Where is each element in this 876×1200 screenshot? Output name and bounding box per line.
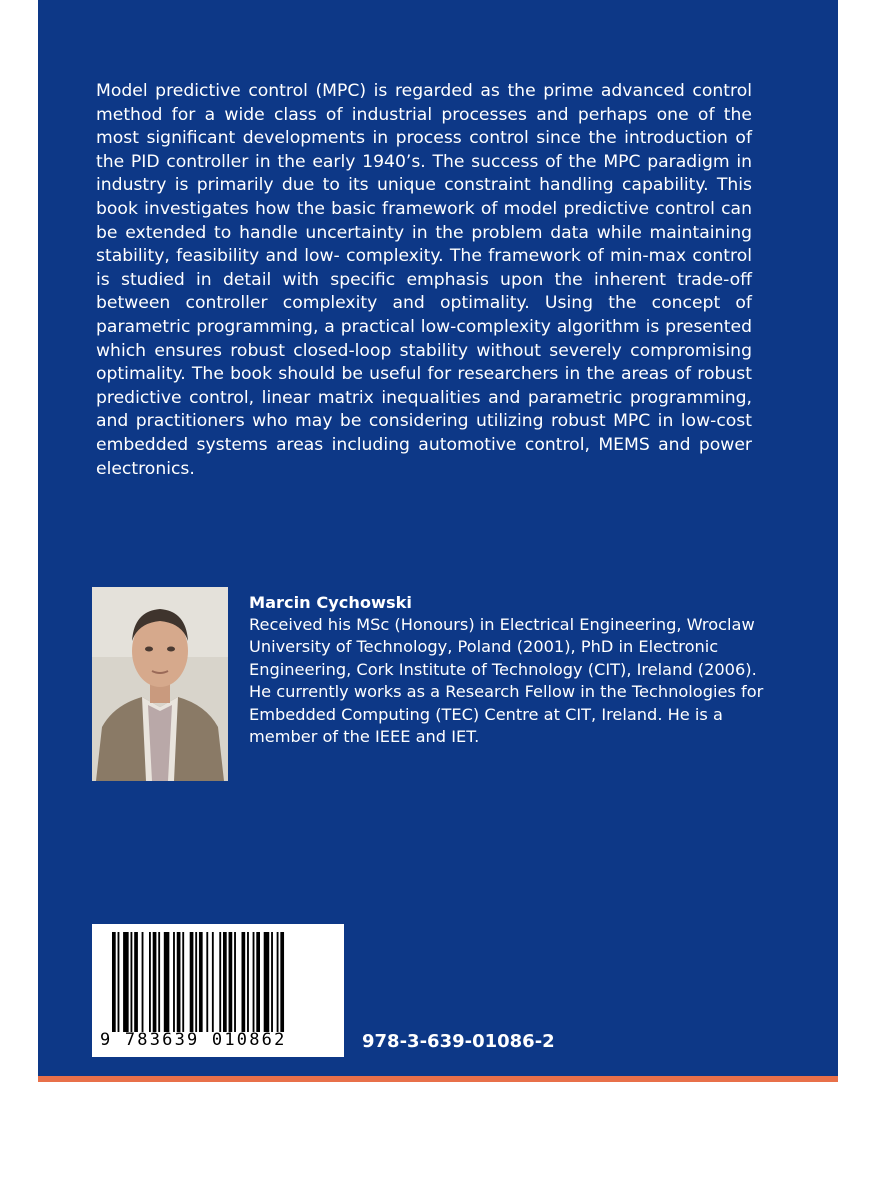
author-name: Marcin Cychowski bbox=[249, 593, 412, 612]
isbn-number: 978-3-639-01086-2 bbox=[362, 1031, 555, 1052]
barcode bbox=[92, 924, 344, 1057]
book-blurb: Model predictive control (MPC) is regarded as the prime advanced control method for a wide class of industrial processes and perhaps one of the most significant developments in process control since the introduction of the PID controller in the early 1940’s. The success of the MPC paradigm in industry is primarily due to its unique constraint handling capability. This book investigates how the basic framework of model predictive control can be extended to handle uncertainty in the problem data while maintaining stability, feasibility and low- complexity. The framework of min-max control is studied in detail with specific emphasis upon the inherent trade-off between controller complexity and optimality. Using the concept of parametric programming, a practical low-complexity algorithm is presented which ensures robust closed-loop stability without severely compromising optimality. The book should be useful for researchers in the areas of robust predictive control, linear matrix inequalities and parametric programming, and practitioners who may be considering utilizing robust MPC in low-cost embedded systems areas including automotive control, MEMS and power electronics. bbox=[96, 81, 752, 479]
author-bio: Received his MSc (Honours) in Electrical Engineering, Wroclaw University of Technology, Poland (2001), PhD in Electronic Engineering, Cork Institute of Technology (CIT), Ireland (2006). He currently works as a Research Fellow in the Technologies for Embedded Computing (TEC) Centre at CIT, Ireland. He is a member of the IEEE and IET. bbox=[249, 615, 764, 747]
author-photo bbox=[92, 587, 228, 781]
barcode-bars bbox=[112, 932, 336, 1032]
barcode-digits: 9 783639 010862 bbox=[100, 1030, 287, 1050]
bottom-accent-stripe bbox=[38, 1076, 838, 1082]
